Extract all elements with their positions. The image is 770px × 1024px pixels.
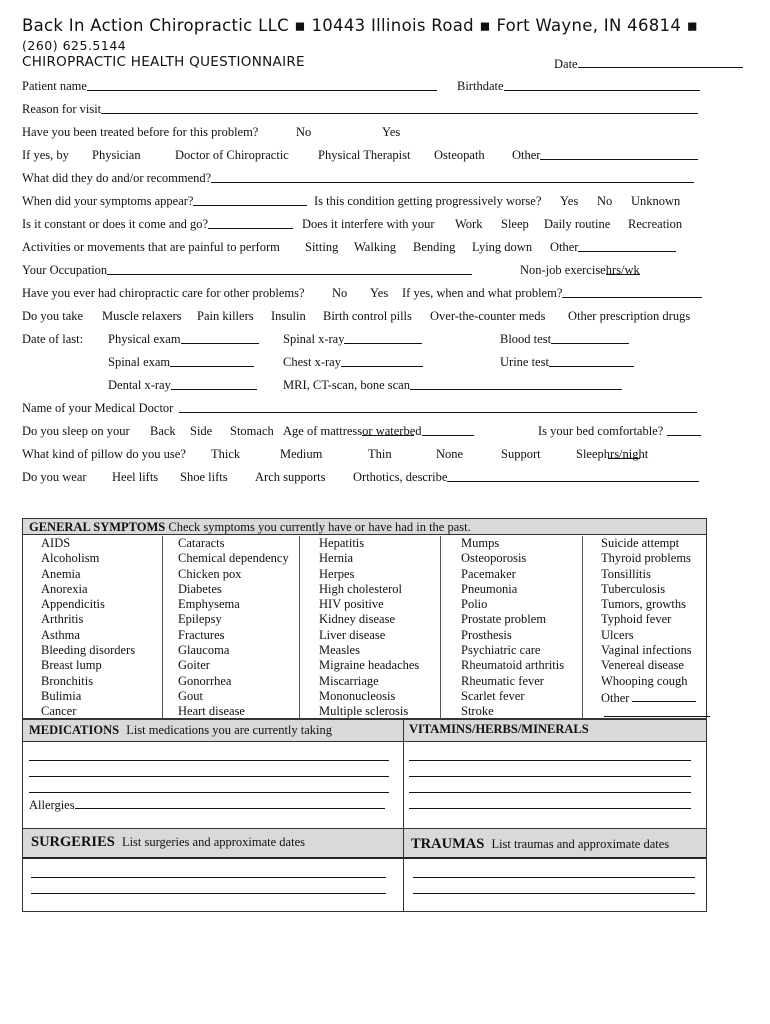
symptom-item[interactable]: Chicken pox (178, 566, 242, 581)
form-title: CHIROPRACTIC HEALTH QUESTIONNAIRE (22, 54, 305, 70)
symptom-item[interactable]: Gonorrhea (178, 673, 232, 688)
surgeries-instruction: List surgeries and approximate dates (121, 835, 305, 849)
birthdate-field[interactable] (457, 78, 504, 94)
symptom-item[interactable]: Tuberculosis (601, 581, 666, 596)
column-divider (403, 829, 404, 911)
symptom-item[interactable]: Goiter (178, 658, 210, 673)
symptom-item[interactable]: Prostate problem (461, 612, 547, 627)
symptom-item[interactable]: Anemia (41, 566, 81, 581)
vitamin-line[interactable] (409, 776, 691, 777)
spinal-xray-field[interactable] (283, 331, 344, 347)
symptom-column (160, 536, 300, 719)
interfere-recreation-option[interactable]: Recreation (628, 217, 683, 231)
osteopath-option[interactable]: Osteopath (434, 148, 485, 162)
symptom-item[interactable]: Rheumatic fever (461, 673, 544, 688)
pillow-thick-option[interactable]: Thick (211, 447, 241, 461)
symptom-item[interactable]: Ulcers (601, 627, 634, 642)
chest-xray-label: Chest x-ray (283, 355, 341, 369)
constant-label: Is it constant or does it come and go? (22, 217, 209, 231)
physical-exam-field[interactable] (108, 331, 181, 347)
symptom-item[interactable]: Glaucoma (178, 643, 230, 658)
symptom-item[interactable]: Tumors, growths (601, 597, 686, 612)
allergies-field[interactable] (29, 796, 385, 813)
bed-comfortable-field[interactable] (538, 423, 663, 439)
symptom-item[interactable]: Diabetes (178, 581, 222, 596)
medical-doctor-label: Name of your Medical Doctor (22, 401, 174, 415)
symptom-item[interactable] (583, 704, 706, 719)
symptom-item[interactable]: Miscarriage (319, 673, 379, 688)
general-symptoms-header (23, 519, 706, 535)
date-of-last-label: Date of last: (22, 332, 84, 346)
symptom-item[interactable]: Fractures (178, 627, 225, 642)
general-symptoms-section (22, 518, 707, 719)
symptom-item[interactable]: Rheumatoid arthritis (461, 658, 565, 673)
symptom-item[interactable]: Anorexia (41, 581, 88, 596)
spinal-exam-label: Spinal exam (108, 355, 171, 369)
other-provider-label: Other (512, 148, 541, 162)
sleep-hours-field[interactable] (576, 446, 648, 462)
do-you-take-label: Do you take (22, 309, 84, 323)
lying-down-option[interactable]: Lying down (472, 240, 533, 254)
pillow-medium-option[interactable]: Medium (280, 447, 323, 461)
symptom-item[interactable]: Stroke (461, 704, 494, 719)
shoe-lifts-option[interactable]: Shoe lifts (180, 470, 228, 484)
medication-line[interactable] (29, 760, 389, 761)
symptom-item[interactable]: Herpes (319, 566, 355, 581)
worse-yes-option[interactable]: Yes (560, 194, 579, 208)
symptom-item[interactable]: Venereal disease (601, 658, 684, 673)
symptom-item[interactable]: High cholesterol (319, 581, 402, 596)
trauma-line[interactable] (413, 877, 695, 878)
medications-vitamins-header (23, 720, 706, 742)
sleep-stomach-option[interactable]: Stomach (230, 424, 274, 438)
orthotics-field[interactable] (353, 469, 447, 485)
physician-option[interactable]: Physician (92, 148, 141, 162)
spinal-xray-label: Spinal x-ray (283, 332, 345, 346)
other-activity-label: Other (550, 240, 579, 254)
sleep-hours-label: Sleep (576, 447, 604, 461)
medications-instruction: List medications you are currently taking (126, 723, 333, 737)
recommendation-label: What did they do and/or recommend? (22, 171, 212, 185)
do-you-wear-label: Do you wear (22, 470, 87, 484)
treated-no-option[interactable]: No (296, 125, 312, 139)
reason-field[interactable] (22, 101, 101, 117)
nonjob-exercise-label: Non-job exercise (520, 263, 606, 277)
pillow-none-option[interactable]: None (436, 447, 464, 461)
symptom-item[interactable]: HIV positive (319, 597, 384, 612)
surgery-line[interactable] (31, 893, 386, 894)
symptom-item[interactable]: Osteoporosis (461, 551, 527, 566)
symptom-column (301, 536, 441, 719)
bending-option[interactable]: Bending (413, 240, 456, 254)
symptom-item[interactable]: Typhoid fever (601, 612, 672, 627)
hrs-night-label: hrs/night (603, 447, 649, 461)
hrs-wk-label: hrs/wk (605, 263, 640, 277)
symptom-item[interactable]: Bronchitis (41, 673, 94, 688)
date-label: Date (554, 57, 578, 71)
medication-line[interactable] (29, 792, 389, 793)
recommendation-field[interactable] (22, 170, 211, 186)
muscle-relaxers-option[interactable]: Muscle relaxers (102, 309, 182, 323)
chiro-other-yes-option[interactable]: Yes (370, 286, 389, 300)
interfere-daily-routine-option[interactable]: Daily routine (544, 217, 611, 231)
symptom-item[interactable]: Psychiatric care (461, 643, 541, 658)
symptom-item[interactable]: Arthritis (41, 612, 84, 627)
arch-supports-option[interactable]: Arch supports (255, 470, 326, 484)
symptom-item[interactable]: Migraine headaches (319, 658, 420, 673)
pillow-support-option[interactable]: Support (501, 447, 541, 461)
bed-comfortable-label: Is your bed comfortable? (538, 424, 664, 438)
blood-test-field[interactable] (500, 331, 551, 347)
physical-exam-label: Physical exam (108, 332, 181, 346)
vitamin-line[interactable] (409, 760, 691, 761)
symptom-item[interactable]: Hernia (319, 551, 354, 566)
interfere-work-option[interactable]: Work (455, 217, 483, 231)
worse-unknown-option[interactable]: Unknown (631, 194, 681, 208)
symptom-column (23, 536, 163, 719)
medications-heading: MEDICATIONS (29, 723, 120, 737)
pillow-label: What kind of pillow do you use? (22, 447, 186, 461)
chest-xray-field[interactable] (283, 354, 341, 370)
vitamins-heading: VITAMINS/HERBS/MINERALS (409, 722, 589, 736)
symptom-item[interactable]: Breast lump (41, 658, 102, 673)
dental-xray-field[interactable] (108, 377, 171, 393)
symptom-item[interactable]: Prosthesis (461, 627, 512, 642)
symptom-item[interactable]: Pneumonia (461, 581, 518, 596)
blood-test-label: Blood test (500, 332, 552, 346)
physical-therapist-option[interactable]: Physical Therapist (318, 148, 411, 162)
occupation-field[interactable] (22, 262, 107, 278)
sleep-on-label: Do you sleep on your (22, 424, 130, 438)
when-what-problem-field[interactable] (402, 285, 562, 301)
mri-label: MRI, CT-scan, bone scan (283, 378, 410, 392)
clinic-phone: (260) 625.5144 (22, 38, 127, 53)
traumas-heading: TRAUMAS (411, 836, 485, 852)
sleep-back-option[interactable]: Back (150, 424, 176, 438)
symptom-item[interactable]: Mononucleosis (319, 688, 396, 703)
constant-field[interactable] (22, 216, 208, 232)
symptom-item[interactable]: Measles (319, 643, 360, 658)
symptom-item[interactable]: Hepatitis (319, 536, 365, 550)
symptom-item[interactable]: Cancer (41, 704, 77, 719)
if-yes-by-label: If yes, by (22, 148, 69, 162)
general-symptoms-instruction: Check symptoms you currently have or have had in the past. (168, 520, 471, 534)
chiro-other-label: Have you ever had chiropractic care for other problems? (22, 286, 305, 300)
other-prescription-option[interactable]: Other prescription drugs (568, 309, 691, 323)
reason-label: Reason for visit (22, 102, 102, 116)
symptom-item[interactable]: Kidney disease (319, 612, 396, 627)
symptom-item[interactable]: Thyroid problems (601, 551, 691, 566)
symptom-item[interactable]: Bulimia (41, 688, 82, 703)
trauma-line[interactable] (413, 893, 695, 894)
symptom-item[interactable]: Polio (461, 597, 488, 612)
doctor-chiropractic-option[interactable]: Doctor of Chiropractic (175, 148, 289, 162)
getting-worse-label: Is this condition getting progressively worse? (314, 194, 542, 208)
symptom-item[interactable]: Scarlet fever (461, 688, 525, 703)
symptom-item[interactable]: Alcoholism (41, 551, 100, 566)
mri-field[interactable] (283, 377, 410, 393)
walking-option[interactable]: Walking (354, 240, 397, 254)
dental-xray-label: Dental x-ray (108, 378, 171, 392)
worse-no-option[interactable]: No (597, 194, 613, 208)
symptom-column (583, 536, 706, 719)
date-field[interactable] (554, 55, 743, 72)
vitamin-line[interactable] (409, 792, 691, 793)
interfere-label: Does it interfere with your (302, 217, 435, 231)
symptom-item[interactable]: Appendicitis (41, 597, 105, 612)
surgery-line[interactable] (31, 877, 386, 878)
traumas-instruction: List traumas and approximate dates (491, 837, 670, 851)
symptoms-appear-field[interactable] (22, 193, 193, 209)
surgeries-heading: SURGERIES (31, 834, 115, 850)
symptom-item[interactable]: Asthma (41, 627, 80, 642)
symptom-item[interactable]: Suicide attempt (601, 536, 680, 550)
nonjob-exercise-field[interactable] (520, 262, 640, 278)
symptom-item[interactable]: Emphysema (178, 597, 240, 612)
allergies-label: Allergies (29, 798, 75, 812)
column-divider (403, 720, 404, 828)
symptom-item[interactable]: Liver disease (319, 627, 386, 642)
other-activity-field[interactable] (550, 239, 578, 255)
treated-yes-option[interactable]: Yes (382, 125, 401, 139)
surgeries-traumas-section (22, 829, 707, 912)
when-what-problem-label: If yes, when and what problem? (402, 286, 563, 300)
occupation-label: Your Occupation (22, 263, 108, 277)
sitting-option[interactable]: Sitting (305, 240, 339, 254)
symptom-item[interactable]: Tonsillitis (601, 566, 651, 581)
symptom-item[interactable]: Other (583, 689, 706, 704)
symptom-item[interactable]: Gout (178, 688, 203, 703)
pain-killers-option[interactable]: Pain killers (197, 309, 254, 323)
symptom-item[interactable]: Heart disease (178, 704, 245, 719)
medical-doctor-field[interactable] (22, 400, 173, 416)
medication-line[interactable] (29, 776, 389, 777)
symptom-item[interactable]: Bleeding disorders (41, 643, 136, 658)
clinic-header: Back In Action Chiropractic LLC ▪ 10443 Illinois Road ▪ Fort Wayne, IN 46814 ▪ (22, 16, 699, 35)
general-symptoms-heading: GENERAL SYMPTOMS (29, 520, 166, 534)
symptom-item[interactable]: Mumps (461, 536, 500, 550)
symptom-item[interactable]: Vaginal infections (601, 643, 692, 658)
chiro-other-no-option[interactable]: No (332, 286, 348, 300)
symptom-item[interactable]: Whooping cough (601, 673, 688, 688)
sleep-side-option[interactable]: Side (190, 424, 213, 438)
symptom-item[interactable]: Cataracts (178, 536, 225, 550)
urine-test-field[interactable] (500, 354, 549, 370)
symptoms-appear-label: When did your symptoms appear? (22, 194, 194, 208)
heel-lifts-option[interactable]: Heel lifts (112, 470, 159, 484)
interfere-sleep-option[interactable]: Sleep (501, 217, 529, 231)
birthdate-label: Birthdate (457, 79, 504, 93)
mattress-age-label: Age of mattress (283, 424, 363, 438)
symptom-item[interactable]: AIDS (41, 536, 71, 550)
insulin-option[interactable]: Insulin (271, 309, 306, 323)
symptom-item[interactable]: Pacemaker (461, 566, 516, 581)
waterbed-label: or waterbed (362, 424, 422, 438)
patient-name-field[interactable] (22, 78, 87, 94)
other-provider-field[interactable] (512, 147, 540, 163)
urine-test-label: Urine test (500, 355, 549, 369)
patient-name-label: Patient name (22, 79, 87, 93)
otc-meds-option[interactable]: Over-the-counter meds (430, 309, 546, 323)
symptom-item[interactable]: Multiple sclerosis (319, 704, 409, 719)
spinal-exam-field[interactable] (108, 354, 170, 370)
symptom-item[interactable]: Chemical dependency (178, 551, 289, 566)
pillow-thin-option[interactable]: Thin (368, 447, 392, 461)
orthotics-label: Orthotics, describe (353, 470, 448, 484)
medications-vitamins-section (22, 719, 707, 829)
vitamin-line[interactable] (409, 808, 691, 809)
activities-label: Activities or movements that are painful to perform (22, 240, 280, 254)
birth-control-option[interactable]: Birth control pills (323, 309, 412, 323)
mattress-age-field[interactable] (283, 423, 422, 439)
symptom-column (443, 536, 583, 719)
treated-before-label: Have you been treated before for this problem? (22, 125, 259, 139)
symptom-item[interactable]: Epilepsy (178, 612, 222, 627)
